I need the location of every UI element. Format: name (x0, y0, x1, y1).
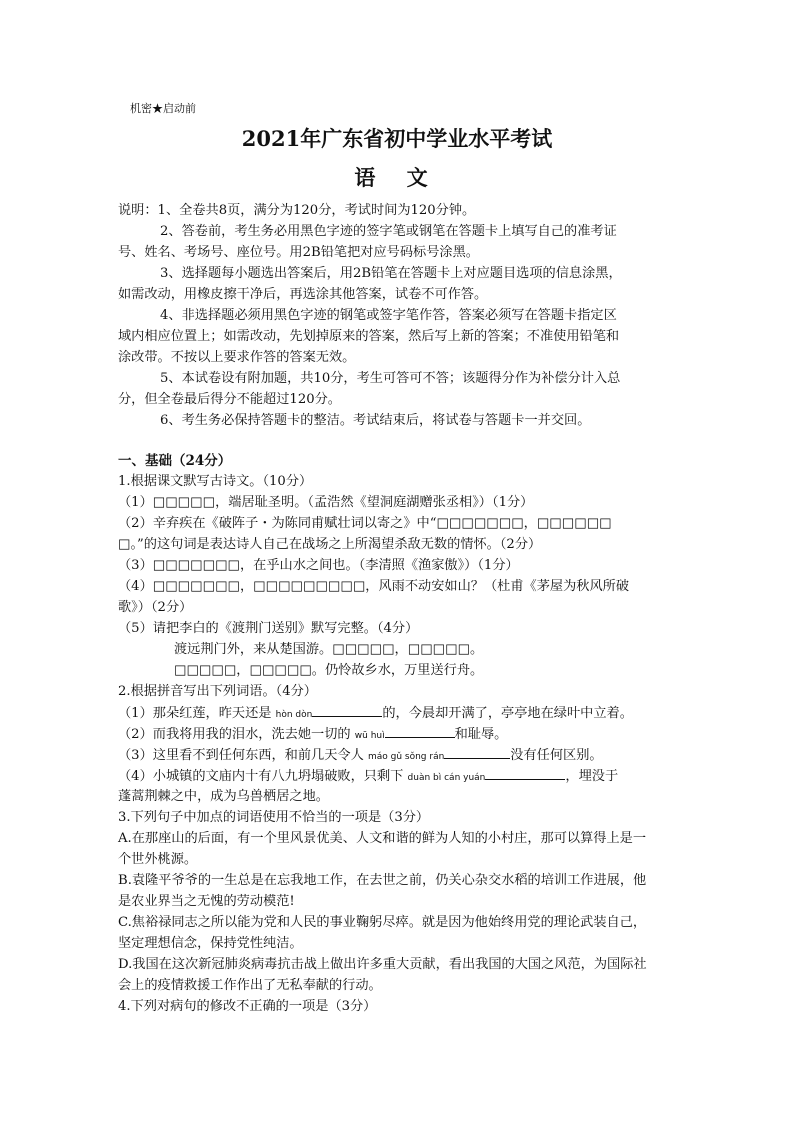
option-d: D.我国在这次新冠肺炎病毒抗击战上做出许多重大贡献，看出我国的大国之风范，为国际社 (118, 957, 647, 972)
instruction-line: 如需改动，用橡皮擦干净后，再选涂其他答案，试卷不可作答。 (118, 287, 488, 302)
answer-blank (312, 704, 382, 717)
option-a: A.在那座山的后面，有一个里风景优美、人文和谐的鲜为人知的小村庄，那可以算得上是一 (118, 831, 647, 846)
item-text: 的，今晨却开满了，亭亭地在绿叶中立着。 (382, 706, 633, 721)
option-a-cont: 个世外桃源。 (118, 852, 198, 867)
instruction-line: 3、选择题每小题选出答案后，用2B铅笔在答题卡上对应题目选项的信息涂黑， (160, 266, 622, 281)
subject-title: 语 文 (354, 165, 440, 190)
answer-blank (444, 746, 510, 759)
instruction-line: 说明：1、全卷共8页，满分为120分，考试时间为120分钟。 (118, 203, 476, 218)
pinyin-item (118, 746, 603, 766)
poem-line: 渡远荆门外，来从楚国游。□□□□□，□□□□□。 (174, 642, 484, 657)
question-line: □。”的这句词是表达诗人自己在战场之上所渴望杀敌无数的情怀。（2分） (118, 537, 542, 552)
question-line: 歌》）（2分） (118, 600, 193, 615)
answer-blank (485, 767, 565, 780)
pinyin-text: máo gǔ sǒng rán (367, 752, 445, 762)
question-line: （5）请把李白的《渡荆门送别》默写完整。（4分） (118, 621, 419, 636)
pinyin-text: wū huì (354, 731, 385, 741)
instruction-line: 号、姓名、考场号、座位号。用2B铅笔把对应号码标号涂黑。 (118, 245, 479, 260)
pinyin-text: hòn dòn (275, 710, 313, 720)
exam-title: 2021年广东省初中学业水平考试 (241, 126, 553, 151)
item-text: （1）那朵红莲，昨天还是 (118, 706, 276, 721)
question-stem: 3.下列句子中加点的词语使用不恰当的一项是（3分） (118, 810, 430, 825)
item-text: （2）而我将用我的泪水，洗去她一切的 (118, 727, 355, 742)
pinyin-item (118, 725, 507, 745)
question-line: （4）□□□□□□□，□□□□□□□□□，风雨不动安如山？（杜甫《茅屋为秋风所破 (118, 579, 630, 594)
instruction-line: 域内相应位置上；如需改动，先划掉原来的答案，然后写上新的答案；不准使用铅笔和 (118, 329, 620, 344)
option-c-cont: 坚定理想信念，保持党性纯洁。 (118, 936, 303, 951)
pinyin-text: duàn bì cán yuán (407, 773, 486, 783)
question-4-stem: 4.下列对病句的修改不正确的一项是（3分） (118, 999, 377, 1014)
confidential-label: 机密★启动前 (130, 102, 196, 115)
poem-line: □□□□□，□□□□□。仍怜故乡水，万里送行舟。 (174, 663, 484, 678)
section-title: 一、基础（24分） (118, 453, 232, 469)
option-b: B.袁隆平爷爷的一生总是在忘我地工作，在去世之前，仍关心杂交水稻的培训工作进展，他 (118, 873, 647, 888)
question-stem: 1.根据课文默写古诗文。（10分） (118, 474, 313, 489)
option-d-cont: 会上的疫情救援工作作出了无私奉献的行动。 (118, 978, 382, 993)
instruction-line: 涂改带。不按以上要求作答的答案无效。 (118, 350, 356, 365)
item-text: ，埋没于 (565, 769, 619, 784)
question-line: 蓬蒿荆棘之中，成为乌兽栖居之地。 (118, 789, 329, 804)
answer-blank (385, 725, 455, 738)
question-line: （1）□□□□□，端居耻圣明。（孟浩然《望洞庭湖赠张丞相》）（1分） (118, 495, 534, 510)
item-text: 和耻辱。 (454, 727, 508, 742)
instruction-line: 2、答卷前，考生务必用黑色字迹的签字笔或钢笔在答题卡上填写自己的准考证 (160, 224, 617, 239)
question-stem: 2.根据拼音写出下列词语。（4分） (118, 684, 317, 699)
option-b-cont: 是农业界当之无愧的劳动模范! (118, 894, 295, 909)
item-text: 没有任何区别。 (510, 748, 603, 763)
instruction-line: 4、非选择题必须用黑色字迹的钢笔或签字笔作答，答案必须写在答题卡指定区 (160, 308, 617, 323)
question-line: （2）辛弃疾在《破阵子・为陈同甫赋壮词以寄之》中“□□□□□□□，□□□□□□ (118, 516, 612, 531)
pinyin-item (118, 767, 618, 787)
item-text: （3）这里看不到任何东西，和前几天令人 (118, 748, 368, 763)
question-line: （3）□□□□□□□，在乎山水之间也。（李清照《渔家傲》）（1分） (118, 558, 519, 573)
instruction-line: 分，但全卷最后得分不能超过120分。 (118, 392, 341, 407)
option-c: C.焦裕禄同志之所以能为党和人民的事业鞠躬尽瘁。就是因为他始终用党的理论武装自己， (118, 915, 647, 930)
instruction-line: 6、考生务必保持答题卡的整洁。考试结束后，将试卷与答题卡一并交回。 (160, 413, 591, 428)
instruction-line: 5、本试卷设有附加题，共10分，考生可答可不答；该题得分作为补偿分计入总 (160, 371, 621, 386)
item-text: （4）小城镇的文庙内十有八九坍塌破败，只剩下 (118, 769, 408, 784)
pinyin-item (118, 704, 633, 724)
